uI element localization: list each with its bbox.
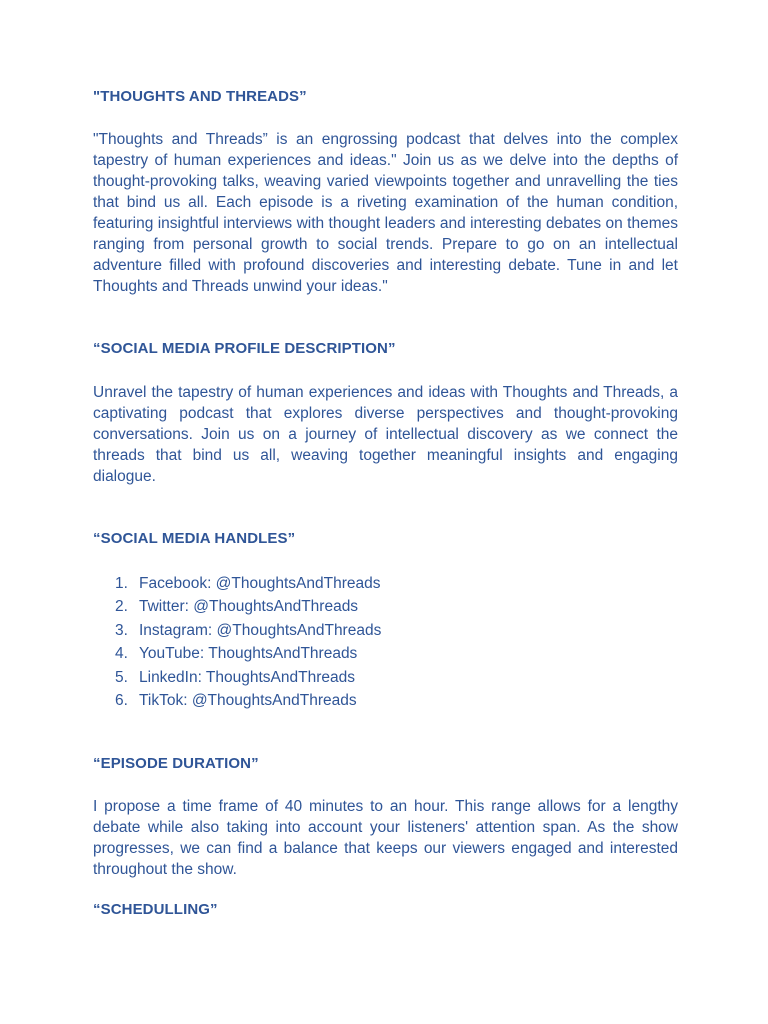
list-item-text: LinkedIn: ThoughtsAndThreads (139, 668, 356, 686)
list-item-number: 2. (115, 598, 128, 616)
profile-description-paragraph: Unravel the tapestry of human experiences and ideas with Thoughts and Threads, a captivating podcast that explores diverse perspectives and thought-provoking conversations. Join us on a journey of intellectual discovery as we connect the threads that bind us all, weaving together meaningful insights and engaging dialogue. (93, 384, 678, 485)
profile-description-heading: “SOCIAL MEDIA PROFILE DESCRIPTION” (93, 340, 396, 357)
list-item (93, 595, 678, 618)
podcast-title-heading: "THOUGHTS AND THREADS” (93, 88, 307, 105)
social-handles-list (93, 572, 678, 712)
list-item-text: Instagram: @ThoughtsAndThreads (139, 621, 382, 639)
document-page (93, 87, 678, 920)
episode-duration-heading: “EPISODE DURATION” (93, 755, 259, 773)
list-item-number: 5. (115, 668, 128, 686)
list-item (93, 572, 678, 595)
list-item-text: Facebook: @ThoughtsAndThreads (139, 575, 381, 592)
list-item (93, 642, 678, 665)
list-item-number: 4. (115, 645, 128, 663)
list-item-number: 1. (115, 575, 128, 592)
list-item-number: 6. (115, 692, 128, 710)
list-item-number: 3. (115, 621, 128, 639)
list-item-text: YouTube: ThoughtsAndThreads (139, 645, 358, 663)
list-item-text: Twitter: @ThoughtsAndThreads (139, 598, 359, 616)
episode-duration-paragraph: I propose a time frame of 40 minutes to an hour. This range allows for a lengthy debate while also taking into account your listeners' attention span. As the show progresses, we can find a balance that keeps our viewers engaged and interested throughout the show. (93, 798, 678, 879)
list-item-text: TikTok: @ThoughtsAndThreads (139, 692, 357, 710)
podcast-description-paragraph: "Thoughts and Threads” is an engrossing podcast that delves into the complex tapestry of human experiences and ideas." Join us as we delve into the depths of thought-provoking talks, weaving varied viewpoints together and unravelling the ties that bind us all. Each episode is a riveting examination of the human condition, featuring insightful interviews with thought leaders and interesting debates on themes ranging from personal growth to social trends. Prepare to go on an intellectual adventure filled with profound discoveries and interesting debate. Tune in and let Thoughts and Threads unwind your ideas." (93, 131, 678, 295)
list-item (93, 689, 678, 712)
list-item (93, 619, 678, 642)
scheduling-heading: “SCHEDULLING” (93, 901, 218, 919)
social-handles-heading: “SOCIAL MEDIA HANDLES” (93, 530, 296, 547)
list-item (93, 666, 678, 689)
